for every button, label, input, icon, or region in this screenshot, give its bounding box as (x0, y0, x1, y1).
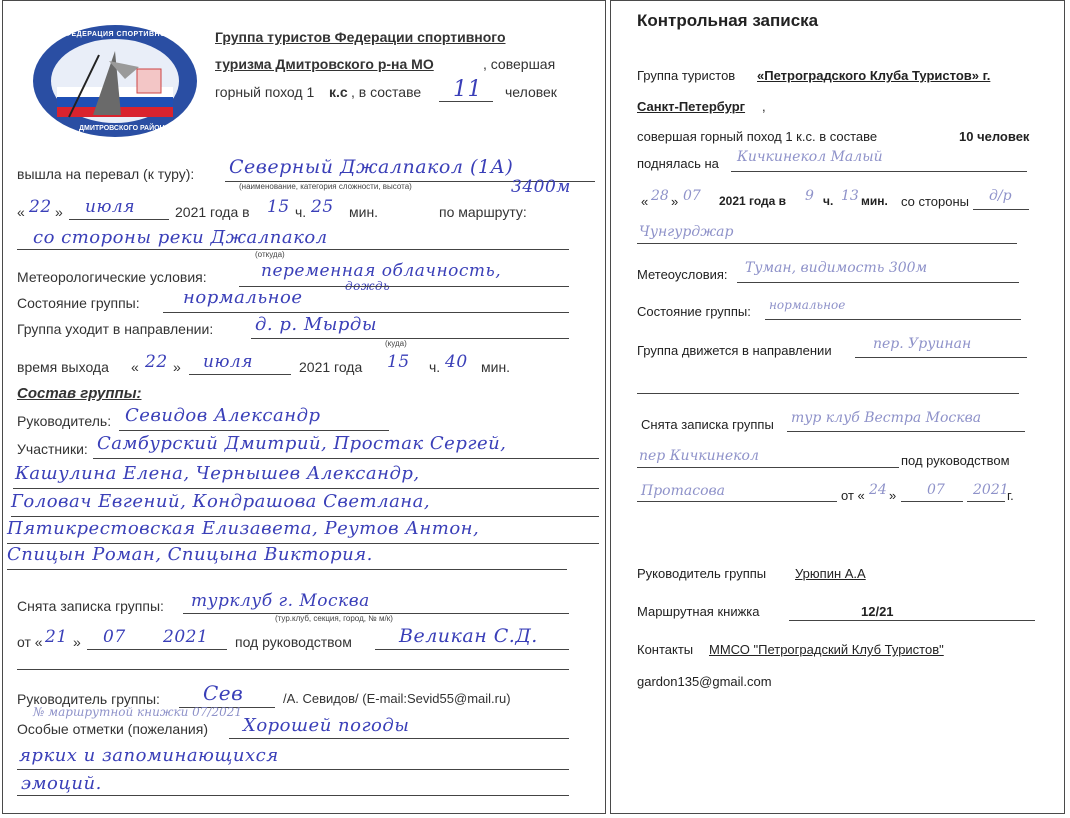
members-line-4: Пятикрестовская Елизавета, Реутов Антон, (7, 518, 480, 539)
route-hint: (откуда) (255, 250, 285, 259)
exit-min: 40 (445, 352, 468, 372)
right-book-value: 12/21 (861, 604, 894, 619)
header-line-2-suffix: , совершая (483, 56, 556, 72)
route-value: со стороны реки Джалпакол (33, 227, 328, 248)
route-label: по маршруту: (439, 204, 527, 220)
weather-label: Метеорологические условия: (17, 269, 207, 285)
taken-month: 07 (103, 627, 126, 647)
right-state-value: нормальное (769, 298, 846, 312)
leader-label: Руководитель: (17, 413, 112, 429)
right-under-label: под руководством (901, 453, 1010, 468)
section-title: Состав группы: (17, 385, 142, 402)
header-line-3-suffix: человек (505, 84, 557, 100)
taken-year: 2021 (163, 627, 209, 647)
right-side-value-2: Чунгурджар (639, 224, 734, 240)
left-note-panel (2, 0, 606, 814)
exit-open: « (131, 359, 139, 375)
right-side-value: д/р (989, 188, 1012, 204)
right-email[interactable]: gardon135@gmail.com (637, 674, 772, 689)
right-from-day: 24 (869, 482, 887, 498)
right-contacts-label: Контакты (637, 642, 694, 657)
direction-label: Группа уходит в направлении: (17, 321, 214, 337)
signature-name: /А. Севидов/ (E-mail:Sevid55@mail.ru) (283, 691, 511, 706)
right-from-month: 07 (927, 482, 945, 498)
taken-value: турклуб г. Москва (191, 591, 370, 611)
date-close: » (55, 204, 63, 220)
state-value: нормальное (183, 287, 303, 308)
right-date-open: « (641, 194, 649, 209)
emblem-graphic (29, 21, 201, 141)
right-leader-label: Руководитель группы (637, 566, 767, 581)
notes-label: Особые отметки (пожелания) (17, 721, 208, 737)
notes-line-2: эмоций. (21, 773, 102, 794)
right-taken-value-2: пер Кичкинекол (639, 448, 759, 464)
right-from-label: от « (841, 488, 865, 503)
taken-label: Снята записка группы: (17, 598, 164, 614)
date-min: 25 (311, 197, 334, 217)
right-count: 10 человек (959, 129, 1030, 144)
date-year: 2021 года в (175, 204, 250, 220)
direction-hint: (куда) (385, 339, 407, 348)
header-kc: к.с (329, 84, 348, 100)
right-club-name: «Петроградского Клуба Туристов» г. (757, 68, 991, 83)
date-month: июля (85, 197, 135, 217)
right-side-label: со стороны (901, 194, 970, 209)
members-line-1: Самбурский Дмитрий, Простак Сергей, (97, 433, 507, 454)
exit-month: июля (203, 352, 253, 372)
header-line-3-prefix: горный поход 1 (215, 84, 315, 100)
emblem-arc-text: ФЕДЕРАЦИЯ СПОРТИВНОГО ТУРИЗМА (65, 31, 216, 38)
header-count: 11 (453, 77, 482, 102)
right-date-month: 07 (683, 188, 701, 204)
leader-value: Севидов Александр (125, 405, 321, 426)
right-taken-value: тур клуб Вестра Москва (791, 410, 982, 426)
notes-over: № маршрутной книжки 07/2021 (33, 705, 243, 719)
header-line-2: туризма Дмитровского р-на МО (215, 56, 434, 72)
date-hour: 15 (267, 197, 290, 217)
right-leader-value: Урюпин А.А (795, 566, 866, 581)
members-line-2: Кашулина Елена, Чернышев Александр, (15, 463, 420, 484)
date-open: « (17, 204, 25, 220)
right-from-year: 2021 (973, 482, 1009, 498)
right-climbed-label: поднялась на (637, 156, 719, 171)
taken-close: » (73, 634, 81, 650)
pass-height: 3400м (511, 177, 571, 197)
pass-value: Северный Джалпакол (1А) (229, 156, 514, 178)
pass-label: вышла на перевал (к туру): (17, 166, 195, 182)
weather-extra: дождь (345, 279, 391, 293)
notes-value: Хорошей погоды (243, 715, 410, 736)
members-line-3: Головач Евгений, Кондрашова Светлана, (11, 491, 431, 512)
right-direction-value: пер. Уруинан (873, 336, 972, 352)
exit-hour: 15 (387, 352, 410, 372)
notes-line-1: ярких и запоминающихся (19, 745, 279, 766)
exit-close: » (173, 359, 181, 375)
right-direction-label: Группа движется в направлении (637, 343, 832, 358)
right-date-m: мин. (861, 194, 888, 208)
exit-h: ч. (429, 359, 441, 375)
taken-under: под руководством (235, 634, 352, 650)
right-line-3: совершая горный поход 1 к.с. в составе (637, 129, 878, 144)
weather-value: переменная облачность, (261, 261, 502, 281)
right-line-1-prefix: Группа туристов (637, 68, 736, 83)
right-from-g: г. (1007, 488, 1014, 503)
right-city: Санкт-Петербург (637, 99, 746, 114)
right-date-min: 13 (841, 188, 859, 204)
date-m: мин. (349, 204, 379, 220)
date-h: ч. (295, 204, 307, 220)
right-under-value: Протасова (641, 483, 725, 499)
right-date-close: » (671, 194, 679, 209)
right-state-label: Состояние группы: (637, 304, 751, 319)
right-taken-label: Снята записка группы (641, 417, 774, 432)
taken-open: от « (17, 634, 43, 650)
federation-emblem (29, 21, 216, 141)
right-date-day: 28 (651, 188, 669, 204)
taken-leader: Великан С.Д. (399, 625, 538, 647)
pass-hint: (наименование, категория сложности, высота) (239, 182, 412, 191)
taken-hint: (тур.клуб, секция, город, № м/к) (275, 614, 393, 623)
exit-day: 22 (145, 352, 168, 372)
exit-label: время выхода (17, 359, 109, 375)
exit-m: мин. (481, 359, 511, 375)
state-label: Состояние группы: (17, 295, 140, 311)
right-city-comma: , (762, 99, 766, 114)
right-date-year: 2021 года в (719, 194, 787, 208)
header-line-3-mid: , в составе (351, 84, 422, 100)
emblem-bottom-text: ДМИТРОВСКОГО РАЙОНА (79, 125, 170, 132)
direction-value: д. р. Мырды (255, 314, 377, 335)
signature-mark: Сев (203, 681, 244, 705)
right-climbed-value: Кичкинекол Малый (737, 149, 883, 165)
right-meteo-value: Туман, видимость 300м (745, 260, 928, 276)
right-date-hour: 9 (805, 188, 814, 204)
right-from-close: » (889, 488, 897, 503)
right-book-label: Маршрутная книжка (637, 604, 760, 619)
right-title: Контрольная записка (637, 11, 819, 30)
right-date-h: ч. (823, 194, 834, 208)
header-line-1: Группа туристов Федерации спортивного (215, 29, 506, 45)
right-note-panel (610, 0, 1065, 814)
members-label: Участники: (17, 441, 88, 457)
members-line-5: Спицын Роман, Спицына Виктория. (7, 544, 373, 565)
taken-day: 21 (45, 627, 68, 647)
exit-year: 2021 года (299, 359, 363, 375)
date-day: 22 (29, 197, 52, 217)
signature-label: Руководитель группы: (17, 691, 160, 707)
right-contacts-value: ММСО "Петроградский Клуб Туристов" (709, 642, 944, 657)
right-meteo-label: Метеоусловия: (637, 267, 728, 282)
